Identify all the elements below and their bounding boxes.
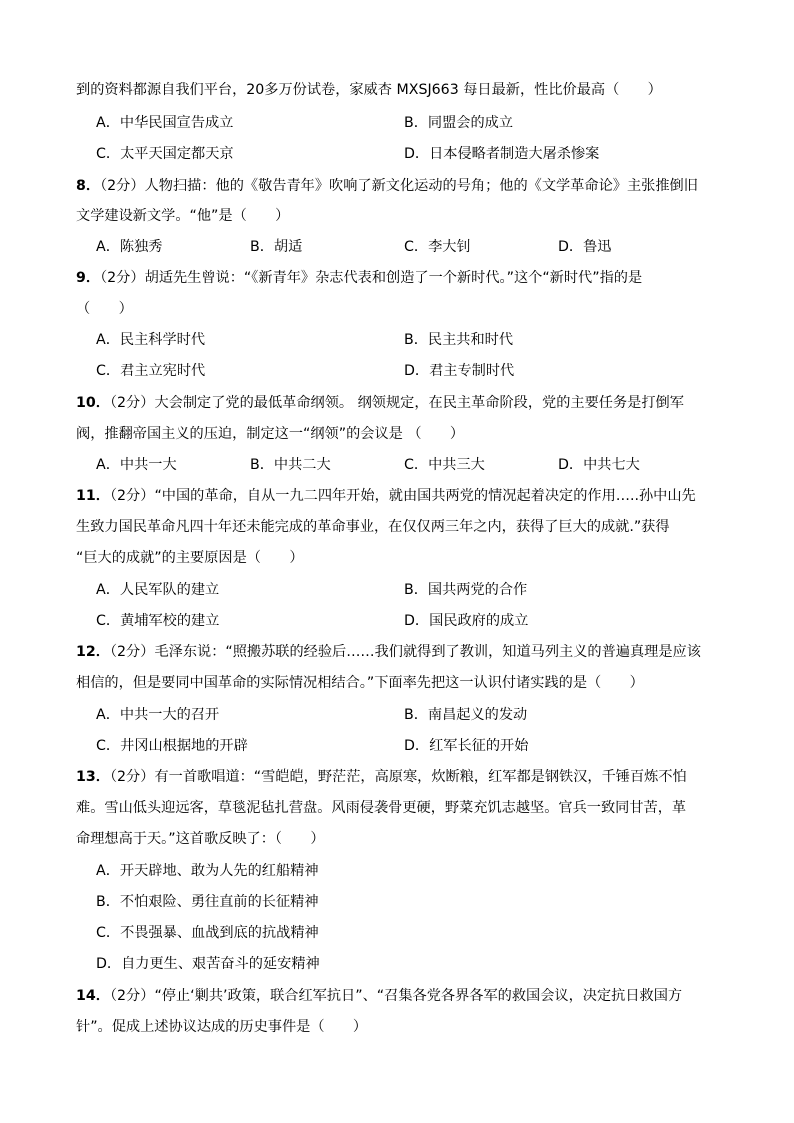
q13-stem-text-1: 有一首歌唱道：“雪皑皑，野茫茫，高原寒，炊断粮，红军都是钢铁汉，千锤百炼不怕 bbox=[154, 769, 687, 785]
q8-option-a[interactable]: A．陈独秀 bbox=[96, 239, 163, 255]
q10-option-b[interactable]: B．中共二大 bbox=[250, 457, 331, 473]
q14-stem-text-1: “停止‘剿共’政策，联合红军抗日”、“召集各党各界各军的救国会议，决定抗日救国方 bbox=[154, 988, 683, 1004]
q13-stem-line-2: 难。雪山低头迎远客，草毯泥毡扎营盘。风雨侵袭骨更硬，野菜充饥志越坚。官兵一致同甘苦，革 bbox=[76, 800, 687, 816]
q12-stem-line-1 bbox=[76, 642, 701, 662]
q10-score: （2分） bbox=[109, 395, 155, 411]
q8-number: 8． bbox=[76, 178, 101, 194]
q11-option-b[interactable]: B．国共两党的合作 bbox=[404, 582, 528, 598]
q14-stem-line-2: 针”。促成上述协议达成的历史事件是（ ） bbox=[76, 1019, 368, 1035]
q14-stem-line-1 bbox=[76, 986, 682, 1006]
q10-option-d[interactable]: D．中共七大 bbox=[558, 457, 640, 473]
q8-stem-line-2: 文学建设新文学。“他”是（ ） bbox=[76, 208, 290, 224]
q11-number: 11． bbox=[76, 488, 110, 504]
q8-option-c[interactable]: C．李大钊 bbox=[404, 239, 471, 255]
q13-option-b[interactable]: B．不怕艰险、勇往直前的长征精神 bbox=[96, 894, 319, 910]
q10-option-a[interactable]: A．中共一大 bbox=[96, 457, 177, 473]
q7-stem-line: 到的资料都源自我们平台，20多万份试卷，家威杏 MXSJ663 每日最新，性比价最高（ ） bbox=[76, 82, 662, 98]
q12-stem-text-1: 毛泽东说：“照搬苏联的经验后……我们就得到了教训，知道马列主义的普遍真理是应该 bbox=[154, 644, 701, 660]
q10-stem-line-1 bbox=[76, 393, 684, 413]
q9-option-b[interactable]: B．民主共和时代 bbox=[404, 332, 514, 348]
q11-stem-line-2: 生致力国民革命凡四十年还未能完成的革命事业，在仅仅两三年之内，获得了巨大的成就.”获得 bbox=[76, 519, 670, 535]
q12-option-a[interactable]: A．中共一大的召开 bbox=[96, 707, 220, 723]
q13-option-d[interactable]: D．自力更生、艰苦奋斗的延安精神 bbox=[96, 956, 320, 972]
q11-option-c[interactable]: C．黄埔军校的建立 bbox=[96, 613, 220, 629]
q9-stem-line-1 bbox=[76, 268, 642, 288]
q10-stem-text-1: 大会制定了党的最低革命纲领。 纲领规定，在民主革命阶段，党的主要任务是打倒军 bbox=[154, 395, 684, 411]
q8-option-d[interactable]: D．鲁迅 bbox=[558, 239, 612, 255]
q12-score: （2分） bbox=[109, 644, 155, 660]
q11-score: （2分） bbox=[109, 488, 155, 504]
q13-stem-line-3: 命理想高于天。”这首歌反映了：（ ） bbox=[76, 831, 325, 847]
q9-number: 9． bbox=[76, 270, 101, 286]
q9-option-a[interactable]: A．民主科学时代 bbox=[96, 332, 206, 348]
q14-number: 14． bbox=[76, 988, 110, 1004]
q13-option-a[interactable]: A．开天辟地、敢为人先的红船精神 bbox=[96, 863, 319, 879]
q8-option-b[interactable]: B．胡适 bbox=[250, 239, 303, 255]
q11-option-d[interactable]: D．国民政府的成立 bbox=[404, 613, 529, 629]
q12-option-c[interactable]: C．井冈山根据地的开辟 bbox=[96, 738, 248, 754]
q11-stem-line-1 bbox=[76, 486, 696, 506]
q7-option-d[interactable]: D．日本侵略者制造大屠杀惨案 bbox=[404, 146, 600, 162]
q10-option-c[interactable]: C．中共三大 bbox=[404, 457, 485, 473]
q13-number: 13． bbox=[76, 769, 110, 785]
q9-option-c[interactable]: C．君主立宪时代 bbox=[96, 363, 206, 379]
q8-score: （2分） bbox=[100, 178, 145, 194]
q11-option-a[interactable]: A．人民军队的建立 bbox=[96, 582, 220, 598]
q8-stem-line-1 bbox=[76, 176, 698, 196]
q7-option-c[interactable]: C．太平天国定都天京 bbox=[96, 146, 234, 162]
q8-stem-text-1: 人物扫描：他的《敬告青年》吹响了新文化运动的号角；他的《文学革命论》主张推倒旧 bbox=[144, 178, 698, 194]
q13-stem-line-1 bbox=[76, 767, 687, 787]
q13-score: （2分） bbox=[109, 769, 155, 785]
q9-stem-line-2: （ ） bbox=[76, 301, 133, 317]
q9-stem-text-1: 胡适先生曾说：“《新青年》杂志代表和创造了一个新时代。”这个“新时代”指的是 bbox=[144, 270, 643, 286]
q14-score: （2分） bbox=[109, 988, 155, 1004]
q11-stem-line-3: “巨大的成就”的主要原因是（ ） bbox=[76, 550, 304, 566]
q7-option-a[interactable]: A．中华民国宣告成立 bbox=[96, 115, 234, 131]
q12-stem-line-2: 相信的，但是要同中国革命的实际情况相结合。”下面率先把这一认识付诸实践的是（ ） bbox=[76, 675, 644, 691]
q7-option-b[interactable]: B．同盟会的成立 bbox=[404, 115, 514, 131]
q11-stem-text-1: “中国的革命，自从一九二四年开始，就由国共两党的情况起着决定的作用…..孙中山先 bbox=[154, 488, 696, 504]
q9-option-d[interactable]: D．君主专制时代 bbox=[404, 363, 515, 379]
q13-option-c[interactable]: C．不畏强暴、血战到底的抗战精神 bbox=[96, 925, 319, 941]
q10-number: 10． bbox=[76, 395, 110, 411]
q12-number: 12． bbox=[76, 644, 110, 660]
q12-option-d[interactable]: D．红军长征的开始 bbox=[404, 738, 529, 754]
q10-stem-line-2: 阀，推翻帝国主义的压迫，制定这一“纲领”的会议是 （ ） bbox=[76, 426, 465, 442]
q9-score: （2分） bbox=[100, 270, 145, 286]
q12-option-b[interactable]: B．南昌起义的发动 bbox=[404, 707, 528, 723]
